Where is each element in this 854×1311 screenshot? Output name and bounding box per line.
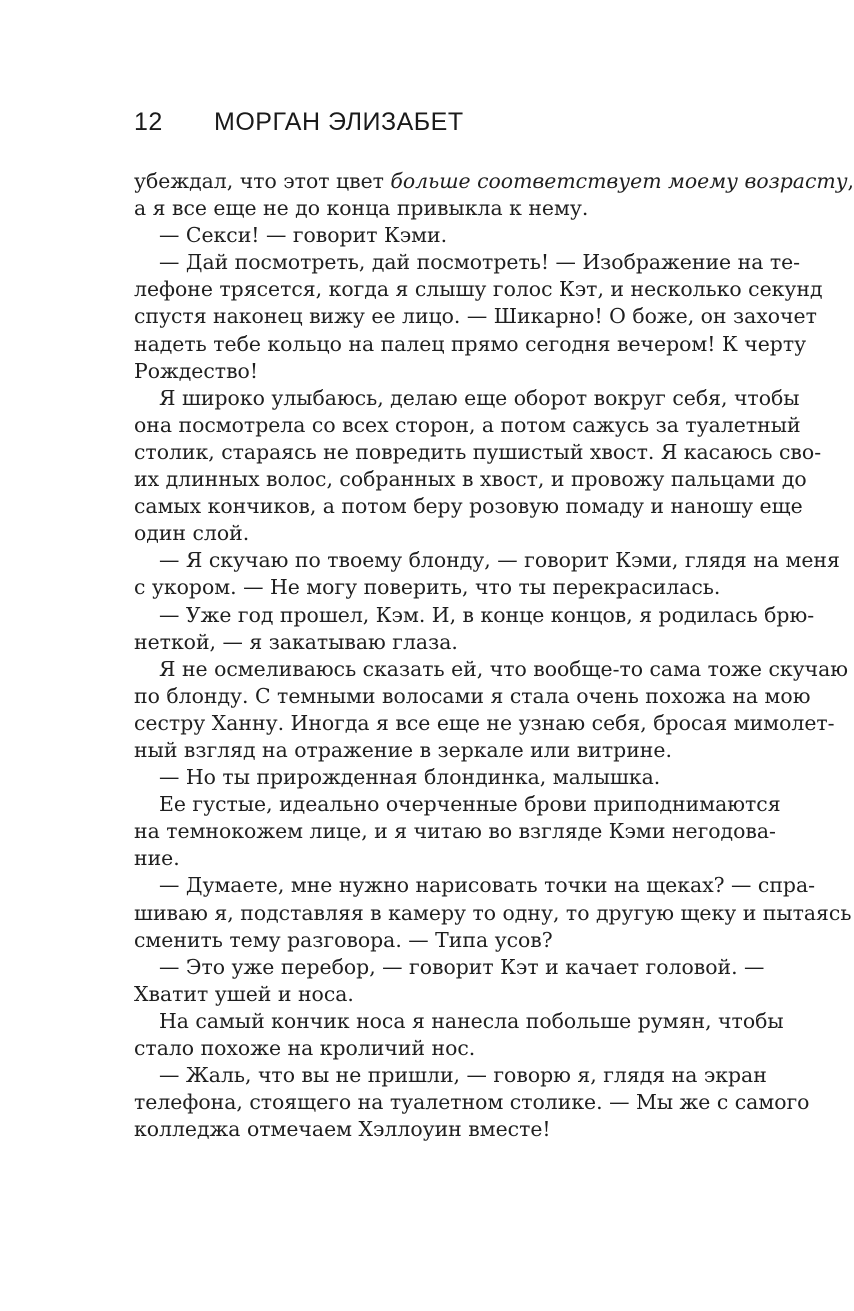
text-line: — Но ты прирожденная блондинка, малышка. — [159, 765, 661, 790]
text-line: один слой. — [134, 521, 250, 546]
text-line: Хватит ушей и носа. — [134, 981, 354, 1006]
text-line: Ее густые, идеально очерченные брови приподнимаются — [159, 792, 781, 817]
text-line: колледжа отмечаем Хэллоуин вместе! — [134, 1117, 551, 1142]
text-line: стало похоже на кроличий нос. — [134, 1036, 476, 1060]
text-line: Я широко улыбаюсь, делаю еще оборот вокруг себя, чтобы — [159, 385, 800, 410]
text-line: надеть тебе кольцо на палец прямо сегодня вечером! К черту — [134, 331, 807, 356]
text-line: на темнокожем лице, и я читаю во взгляде Кэми негодова- — [134, 819, 776, 844]
text-line: а я все еще не до конца привыкла к нему. — [134, 196, 589, 221]
body-text — [134, 168, 854, 1143]
text-line: убеждал, что этот цвет больше соответствует моему возрасту, — [134, 169, 854, 193]
text-line: лефоне трясется, когда я слышу голос Кэт, и несколько секунд — [134, 277, 823, 302]
text-line: — Думаете, мне нужно нарисовать точки на щеках? — спра- — [159, 873, 816, 898]
text-line: сестру Ханну. Иногда я все еще не узнаю себя, бросая мимолет- — [134, 710, 835, 735]
text-line: самых кончиков, а потом беру розовую помаду и наношу еще — [134, 494, 803, 519]
text-line: спустя наконец вижу ее лицо. — Шикарно! О боже, он захочет — [134, 304, 817, 329]
text-line: Я не осмеливаюсь сказать ей, что вообще-то сама тоже скучаю — [159, 656, 849, 681]
page-number: 12 — [134, 108, 163, 136]
text-line: их длинных волос, собранных в хвост, и провожу пальцами до — [134, 467, 807, 492]
text-line: — Уже год прошел, Кэм. И, в конце концов, я родилась брю- — [159, 602, 815, 627]
text-line: телефона, стоящего на туалетном столике. — Мы же с самого — [134, 1090, 810, 1115]
text-line: неткой, — я закатываю глаза. — [134, 629, 458, 654]
text-line: она посмотрела со всех сторон, а потом сажусь за туалетный — [134, 412, 801, 437]
text-line: — Я скучаю по твоему блонду, — говорит Кэми, глядя на меня — [159, 548, 840, 573]
text-line: — Жаль, что вы не пришли, — говорю я, глядя на экран — [159, 1063, 767, 1088]
text-line: ный взгляд на отражение в зеркале или витрине. — [134, 737, 672, 762]
running-title: МОРГАН ЭЛИЗАБЕТ — [214, 108, 464, 136]
text-line: — Это уже перебор, — говорит Кэт и качает головой. — — [159, 954, 765, 979]
text-line: столик, стараясь не повредить пушистый хвост. Я касаюсь сво- — [134, 439, 822, 464]
text-line: — Секси! — говорит Кэми. — [159, 223, 448, 248]
text-line: сменить тему разговора. — Типа усов? — [134, 927, 553, 952]
text-line: Рождество! — [134, 358, 259, 383]
text-line: с укором. — Не могу поверить, что ты перекрасилась. — [134, 575, 721, 600]
text-line: шиваю я, подставляя в камеру то одну, то другую щеку и пытаясь — [134, 900, 852, 925]
text-line: ние. — [134, 846, 180, 871]
text-line: — Дай посмотреть, дай посмотреть! — Изображение на те- — [159, 250, 801, 275]
page-header — [134, 108, 464, 137]
text-line: по блонду. С темными волосами я стала очень похожа на мою — [134, 683, 811, 708]
text-line: На самый кончик носа я нанесла побольше румян, чтобы — [159, 1008, 784, 1033]
